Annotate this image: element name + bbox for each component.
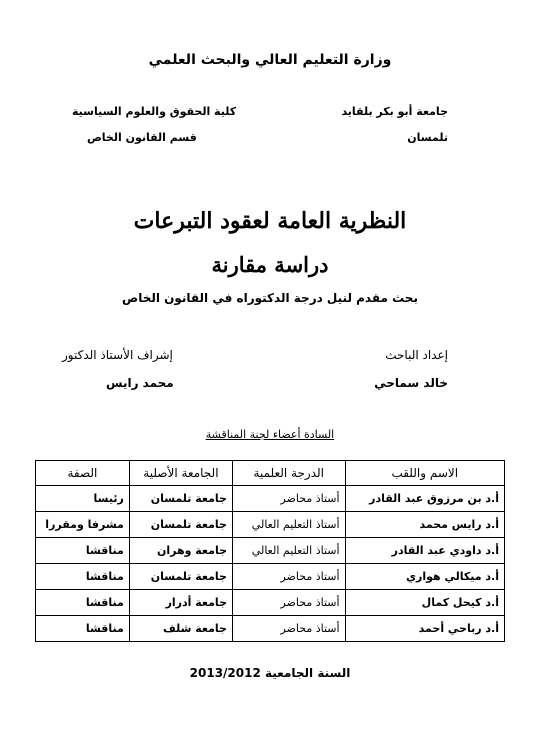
member-rank: أستاذ التعليم العالي — [233, 538, 346, 564]
table-row — [36, 590, 505, 616]
member-university: جامعة تلمسان — [129, 512, 232, 538]
researcher-name: خالد سماحي — [374, 376, 448, 390]
header-role: الصفة — [36, 461, 130, 486]
table-row — [36, 564, 505, 590]
member-role: مناقشا — [36, 538, 130, 564]
member-university: جامعة شلف — [129, 616, 232, 642]
department-name: قسم القانون الخاص — [87, 131, 197, 144]
thesis-title: النظرية العامة لعقود التبرعات — [133, 208, 407, 234]
committee-table — [35, 460, 505, 642]
member-name: أ.د ميكالي هواري — [345, 564, 504, 590]
city-name: تلمسان — [407, 131, 448, 144]
member-name: أ.د رباحي أحمد — [345, 616, 504, 642]
member-rank: أستاذ محاضر — [233, 564, 346, 590]
member-name: أ.د رايس محمد — [345, 512, 504, 538]
committee-heading: السادة أعضاء لجنة المناقشة — [205, 428, 335, 441]
member-name: أ.د كيحل كمال — [345, 590, 504, 616]
member-university: جامعة تلمسان — [129, 486, 232, 512]
member-name: أ.د بن مرزوق عبد القادر — [345, 486, 504, 512]
prepared-by-label: إعداد الباحث — [385, 348, 448, 362]
thesis-description: بحث مقدم لنيل درجة الدكتوراه في القانون الخاص — [122, 291, 418, 305]
member-university: جامعة أدرار — [129, 590, 232, 616]
member-rank: أستاذ التعليم العالي — [233, 512, 346, 538]
supervisor-name: محمد رايس — [106, 376, 174, 390]
table-row — [36, 538, 505, 564]
member-role: مناقشا — [36, 616, 130, 642]
thesis-subtitle: دراسة مقارنة — [211, 252, 329, 277]
university-name: جامعة أبو بكر بلقايد — [341, 105, 448, 118]
faculty-name: كلية الحقوق والعلوم السياسية — [72, 105, 237, 118]
header-rank: الدرجة العلمية — [233, 461, 346, 486]
header-name: الاسم واللقب — [345, 461, 504, 486]
supervisor-label: إشراف الأستاذ الدكتور — [62, 348, 173, 362]
table-header-row — [36, 461, 505, 486]
member-rank: أستاذ محاضر — [233, 590, 346, 616]
member-name: أ.د داودي عبد القادر — [345, 538, 504, 564]
ministry-title: وزارة التعليم العالي والبحث العلمي — [148, 52, 392, 68]
member-university: جامعة وهران — [129, 538, 232, 564]
member-role: مناقشا — [36, 564, 130, 590]
table-row — [36, 512, 505, 538]
table-row — [36, 616, 505, 642]
member-rank: أستاذ محاضر — [233, 616, 346, 642]
member-rank: أستاذ محاضر — [233, 486, 346, 512]
member-role: مشرفا ومقررا — [36, 512, 130, 538]
member-university: جامعة تلمسان — [129, 564, 232, 590]
member-role: رئيسا — [36, 486, 130, 512]
member-role: مناقشا — [36, 590, 130, 616]
table-row — [36, 486, 505, 512]
academic-year: السنة الجامعية 2013/2012 — [189, 666, 351, 680]
header-university: الجامعة الأصلية — [129, 461, 232, 486]
